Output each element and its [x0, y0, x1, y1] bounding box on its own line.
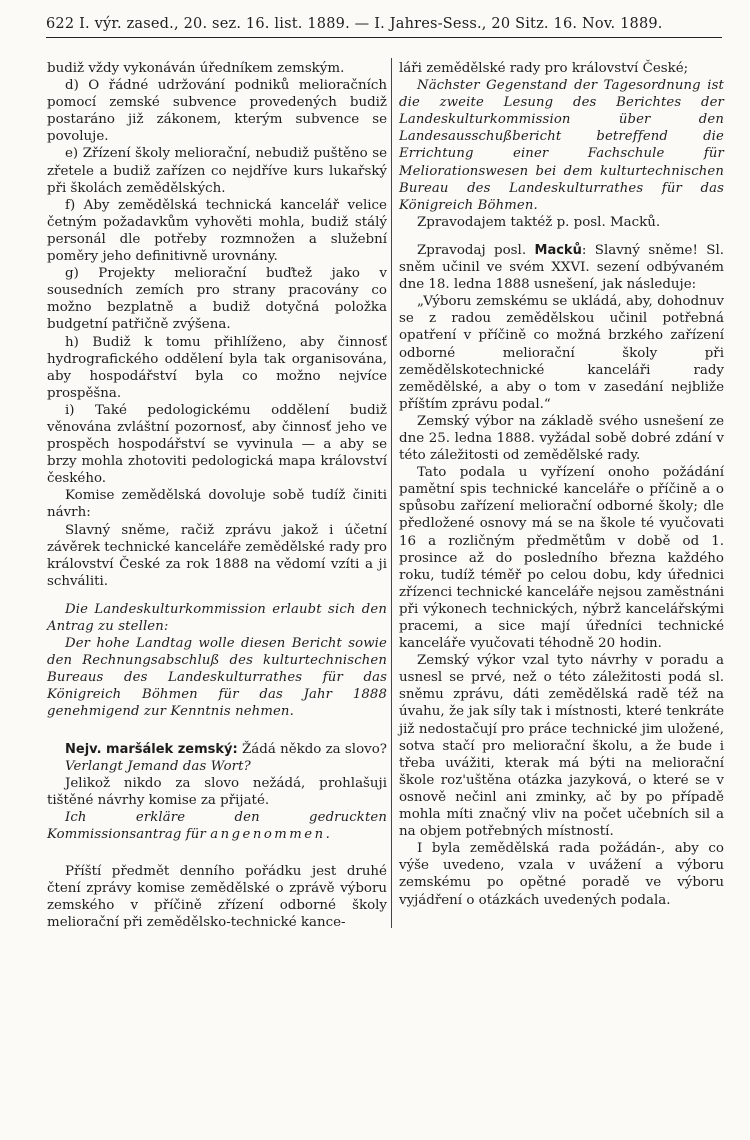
paragraph: „Výboru zemskému se ukládá, aby, dohodnuv se z radou zemědělskou učinil potřebná opatření v příčině co možná brzkého zařízení odborné meliorační školy při zemědělskotechnické kanceláři rady zemědělské, a aby o tom v zasedání nejbliže příštím zprávu podal.“ [399, 294, 724, 412]
paragraph: Komise zemědělská dovoluje sobě tudíž činiti návrh: [47, 488, 387, 521]
speaker-text: Žádá někdo za slovo? [241, 741, 387, 757]
speaker-name: Nejv. maršálek zemský: [65, 741, 238, 757]
paragraph: Zemský výbor na základě svého usnešení ze dne 25. ledna 1888. vyžádal sobě dobré zdání v této záležitosti od zemědělské rady. [399, 413, 724, 464]
paragraph: Slavný sněme, račiž zprávu jakož i účetní závěrek technické kanceláře zemědělské rady pro království České za rok 1888 na vědomí vzíti a ji schváliti. [47, 522, 387, 589]
paragraph: I byla zemědělská rada požádán-, aby co výše uvedeno, vzala v uvážení a výboru zemskému po opětné poradě ve výboru vyjádření o otázkách uvedených podala. [399, 841, 724, 908]
right-column [399, 60, 724, 909]
reporter-name: Macků [534, 242, 582, 258]
paragraph: láři zemědělské rady pro království České; [399, 61, 689, 76]
paragraph: e) Zřízení školy meliorační, nebudiž puštěno se zřetele a budiž zařízen co nejdříve kurs lukařský při školách zemědělských. [47, 146, 387, 196]
paragraph-german: Der hohe Landtag wolle diesen Bericht sowie den Rechnungsabschluß des kulturtechnischen Bureaus des Landeskulturrathes für das Königreich Böhmen für das Jahr 1888 genehmigend zur Kenntnis nehmen. [47, 636, 387, 720]
reporter-paragraph [399, 242, 724, 293]
paragraph: Příští předmět denního pořádku jest druhé čtení zprávy komise zemědělské o zprávě výboru zemského v příčině zřízení odborné školy meliorační při zemědělsko-technické kance- [47, 864, 387, 931]
text-span: Zpravodaj posl. [417, 242, 527, 258]
paragraph-german: Verlangt Jemand das Wort? [65, 758, 251, 774]
paragraph: Zemský výkor vzal tyto návrhy v poradu a usnesl se prvé, než o této záležitosti podá sl. sněmu zprávu, dáti zemědělská radě též na úvahu, že jak síly tak i místnosti, které tenkráte již nedostačují pro práce technické jim uložené, sotva stačí pro meliorační školu, a že bude i třeba uvážiti, kterak má býti na meliorační škole roz'uštěna otázka jazyková, o které se v osnově nečinl ani zminky, ač by po případě mohla míti značný vliv na počet učebních sil a na objem potřebných místností. [399, 653, 724, 840]
left-column [47, 60, 387, 932]
paragraph: g) Projekty meliorační buďtež jako v sousedních zemích pro strany pracovány co možno bezplatně a budiž dotyčná položka budgetní patřičně zvýšena. [47, 266, 387, 333]
spaced-word: angenommen. [210, 827, 333, 843]
paragraph-german: Die Landeskulturkommission erlaubt sich den Antrag zu stellen: [47, 601, 387, 634]
paragraph: Jelikož nikdo za slovo nežádá, prohlašuji tištěné návrhy komise za přijaté. [47, 775, 387, 808]
text-span: Ich erkläre den gedruckten Kommissionsantrag für [47, 809, 387, 843]
paragraph-german: Nächster Gegenstand der Tagesordnung ist die zweite Lesung des Berichtes der Landeskulturkommission über den Landesausschußbericht betreffend die Errichtung einer Fachschule für Meliorationswesen bei dem kulturtechnischen Bureau des Landeskulturrathes für das Königreich Böhmen. [399, 78, 724, 213]
column-divider [391, 58, 392, 928]
paragraph: d) O řádné udržování podniků melioračních pomocí zemské subvence provedených budiž postaráno již zákonem, kterým subvence se povoluje. [47, 78, 387, 145]
text-span: : Slavný sněme! Sl. sněm učinil ve svém XXVI. sezení odbývaném dne 18. ledna 1888 usnešení, jak následuje: [399, 242, 724, 293]
paragraph: Zpravodajem taktéž p. posl. Macků. [417, 214, 661, 230]
paragraph: h) Budiž k tomu přihlíženo, aby činnosť hydrografického oddělení byla tak organisována, aby hospodářství byla co možno nejvíce prospěšna. [47, 334, 387, 401]
paragraph: budiž vždy vykonáván úředníkem zemským. [47, 61, 345, 76]
paragraph-german [47, 809, 387, 843]
paragraph: i) Také pedologickému oddělení budiž věnována zvláštní pozornosť, aby činnosť jeho ve prospěch hospodářství se vyvinula — a aby se brzy mohla zhotoviti pedologická mapa království českého. [47, 402, 387, 487]
page-header: 622 I. výr. zased., 20. sez. 16. list. 1889. — I. Jahres-Sess., 20 Sitz. 16. Nov. 1889. [46, 16, 722, 38]
speaker-line [47, 741, 387, 758]
paragraph: Tato podala u vyřízení onoho požádání pamětní spis technické kanceláře o příčině a o spůsobu zařízení meliorační odborné školy; dle předložené osnovy má se na škole té vyučovati 16 a rozličným předmětům v době od 1. prosince až do posledního března každého roku, tudíž téměř po celou dobu, kdy úřednici zřízenci technické kanceláře nejsou zaměstnáni při výkonech technických, nýbrž kancelářskými pracemi, a sice mají úředníci technické kanceláře vyučovati téhodně 20 hodin. [399, 465, 724, 652]
paragraph: f) Aby zemědělská technická kancelář velice četným požadavkům vyhověti mohla, budiž stálý personál dle potřeby rozmnožen a služební poměry jeho definitivně urovnány. [47, 197, 387, 265]
